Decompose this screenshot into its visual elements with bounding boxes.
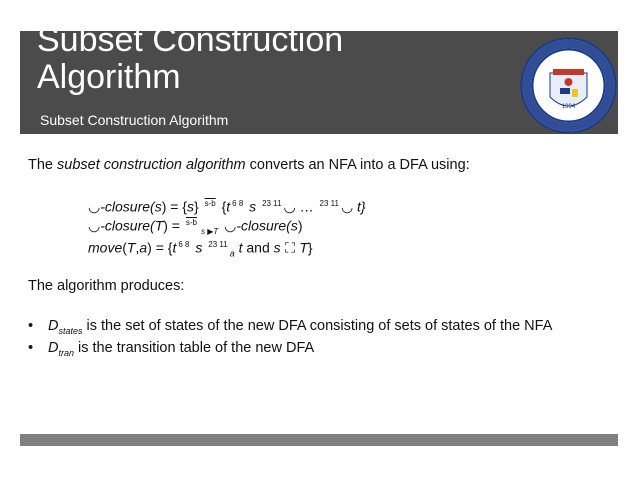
bullet-marker: • (28, 318, 34, 334)
epsilon-glyph-icon: ◡ (88, 218, 101, 235)
move-formula: move(T,a) = {t $^{6 8}$ s $^{23 11}_a$ t and s ⛶ T} (88, 239, 313, 259)
slide-title-line2: Algorithm (37, 58, 181, 96)
element-of-glyph-icon: ▶ (207, 227, 214, 237)
svg-text:1994: 1994 (561, 104, 576, 110)
epsilon-glyph-icon: ◡ (88, 199, 101, 216)
epsilon-closure-s-formula: ◡-closure(s) = {s} $^{s-b}$ {t $^{6 8}$ s $^{23 11}$ ◡ … $^{23 11}$ ◡ t} (88, 198, 366, 216)
bullet-dtran: $D_{tran}$ is the transition table of the new DFA (48, 340, 315, 358)
footer-band (20, 434, 618, 446)
intro-line: The subset construction algorithm converts an NFA into a DFA using: (28, 157, 470, 173)
bullet-dstates: $D_{states}$ is the set of states of the new DFA consisting of sets of states of the NFA (48, 318, 553, 336)
epsilon-glyph-icon: ◡ (283, 199, 296, 216)
slide-subtitle: Subset Construction Algorithm (40, 112, 229, 128)
epsilon-glyph-icon: ◡ (224, 218, 237, 235)
epsilon-closure-T-formula: ◡-closure(T) = $^{s-b}_{s ▶T}$ ◡-closure(s) (88, 217, 303, 237)
slide-title-line1: Subset Construction (37, 21, 344, 59)
produces-line: The algorithm produces: (28, 278, 185, 294)
element-of-glyph-icon: ⛶ (280, 240, 300, 257)
epsilon-glyph-icon: ◡ (340, 199, 354, 216)
bullet-marker: • (28, 340, 34, 356)
